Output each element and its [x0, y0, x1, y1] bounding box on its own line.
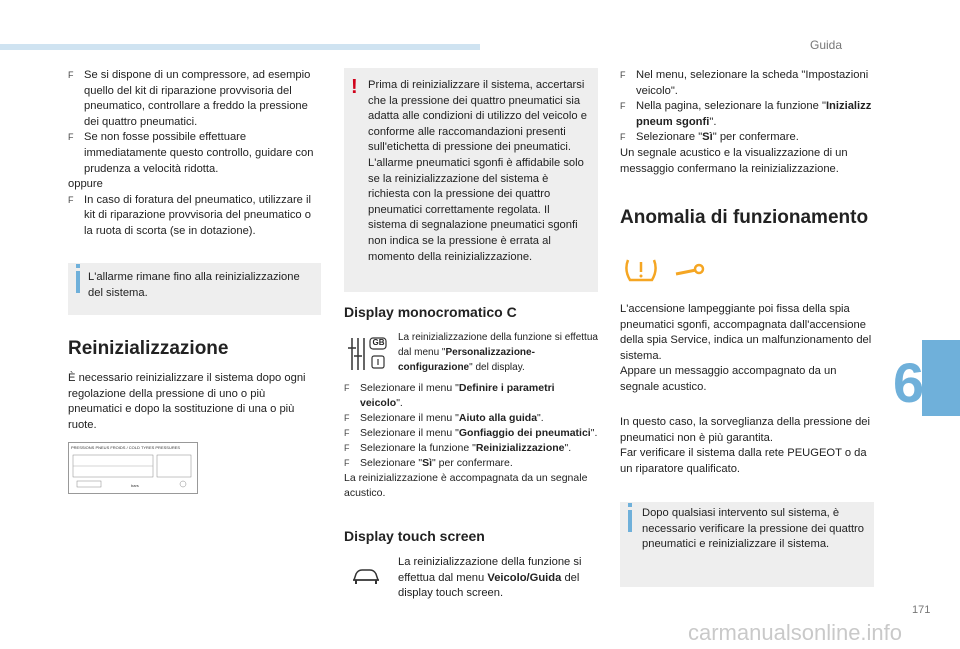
info-note-2	[620, 502, 874, 587]
bullet: F Se non fosse possibile effettuare immediatamente questo controllo, guidare con prudenza a velocità ridotta.	[68, 130, 320, 177]
oppure-text: oppure	[68, 178, 103, 191]
confirm-text: La reinizializzazione è accompagnata da un segnale acustico.	[344, 472, 588, 499]
chapter-number: 6	[893, 351, 925, 414]
info-icon	[628, 510, 632, 532]
info-note	[68, 263, 321, 315]
warning-note	[344, 68, 598, 292]
car-icon	[350, 566, 382, 591]
warning-text: Prima di reinizializzare il sistema, accertarsi che la pressione dei quattro pneumatici sia adatta alle condizioni di utilizzo del veicolo e conforme alle raccomandazioni presenti sull'etichetta di pressione dei pneumatici. L'allarme pneumatici sgonfi è affidabile solo se la reinizializzazione del sistema è richiesta con la pressione dei quattro pneumatici correttamente regolata. Il sistema di segnalazione pneumatici sgonfi non indica se la pressione è errata al momento della reinizializzazione.	[368, 79, 587, 263]
mono-steps	[344, 381, 598, 501]
step: F Nel menu, selezionare la scheda "Impostazioni veicolo".	[620, 68, 874, 99]
step: F Nella pagina, selezionare la funzione "Inizializz pneum sgonfi".	[620, 99, 874, 130]
tyre-pressure-label	[68, 442, 198, 494]
mono-intro: La reinizializzazione della funzione si effettua dal menu "Personalizzazione-configurazione" del display.	[398, 332, 598, 373]
column-1	[68, 68, 320, 240]
gb-label: GB	[372, 338, 385, 347]
page-number: 171	[912, 604, 931, 616]
info-note-text: L'allarme rimane fino alla reinizializzazione del sistema.	[88, 271, 300, 299]
label-header: PRESSIONS PNEUS FROIDS / COLD TYRES PRESSURES	[71, 445, 181, 450]
column-3-steps	[620, 68, 874, 177]
confirm-text: Un segnale acustico e la visualizzazione di un messaggio confermano la reinizializzazione.	[620, 146, 848, 175]
chapter-tab	[922, 340, 960, 416]
label-units: bars	[131, 483, 139, 488]
step: F Selezionare il menu "Aiuto alla guida".	[344, 411, 598, 426]
mono-display-icon	[346, 334, 388, 374]
step: F Selezionare la funzione "Reinizializzazione".	[344, 441, 598, 456]
bullet: F Se si dispone di un compressore, ad esempio quello del kit di riparazione provvisoria del pneumatico, controllare a freddo la pressione dei quattro pneumatici.	[68, 68, 320, 130]
bullet: F In caso di foratura del pneumatico, utilizzare il kit di riparazione provvisoria del pneumatico o la ruota di scorta (se in dotazione).	[68, 193, 320, 240]
info-icon	[76, 271, 80, 293]
watermark: carmanualsonline.info	[688, 620, 903, 645]
step: F Selezionare il menu "Definire i parametri veicolo".	[344, 381, 598, 411]
anomalia-text-2: In questo caso, la sorveglianza della pressione dei pneumatici non è più garantita. Far verificare il sistema dalla rete PEUGEOT o da un riparatore qualificato.	[620, 416, 871, 475]
touch-intro: La reinizializzazione della funzione si effettua dal menu Veicolo/Guida del display touch screen.	[398, 556, 582, 600]
step: F Selezionare il menu "Gonfiaggio dei pneumatici".	[344, 426, 598, 441]
heading-anomalia: Anomalia di funzionamento	[620, 207, 869, 228]
header-bar	[0, 44, 480, 50]
reinit-paragraph: È necessario reinizializzare il sistema dopo ogni regolazione della pressione di uno o più pneumatici e dopo la sostituzione di una o più ruote.	[68, 372, 306, 431]
service-wrench-icon	[672, 262, 706, 283]
heading-display-mono: Display monocromatico C	[344, 304, 517, 320]
heading-reinizializzazione: Reinizializzazione	[68, 338, 229, 359]
heading-touch-screen: Display touch screen	[344, 528, 485, 544]
step: F Selezionare "Sì" per confermare.	[344, 456, 598, 471]
tyre-pressure-warning-icon	[622, 256, 660, 289]
section-title: Guida	[810, 38, 843, 52]
warning-exclamation-icon: !	[351, 76, 358, 98]
step: F Selezionare "Sì" per confermare.	[620, 130, 874, 146]
info-note-text: Dopo qualsiasi intervento sul sistema, è necessario verificare la pressione dei quattro pneumatici e reinizializzare il sistema.	[642, 507, 865, 551]
anomalia-text-1: L'accensione lampeggiante poi fissa della spia pneumatici sgonfi, accompagnata dall'accensione della spia Service, indica un malfunzionamento del sistema. Appare un messaggio accompagnato da un segnale acustico.	[620, 303, 872, 393]
